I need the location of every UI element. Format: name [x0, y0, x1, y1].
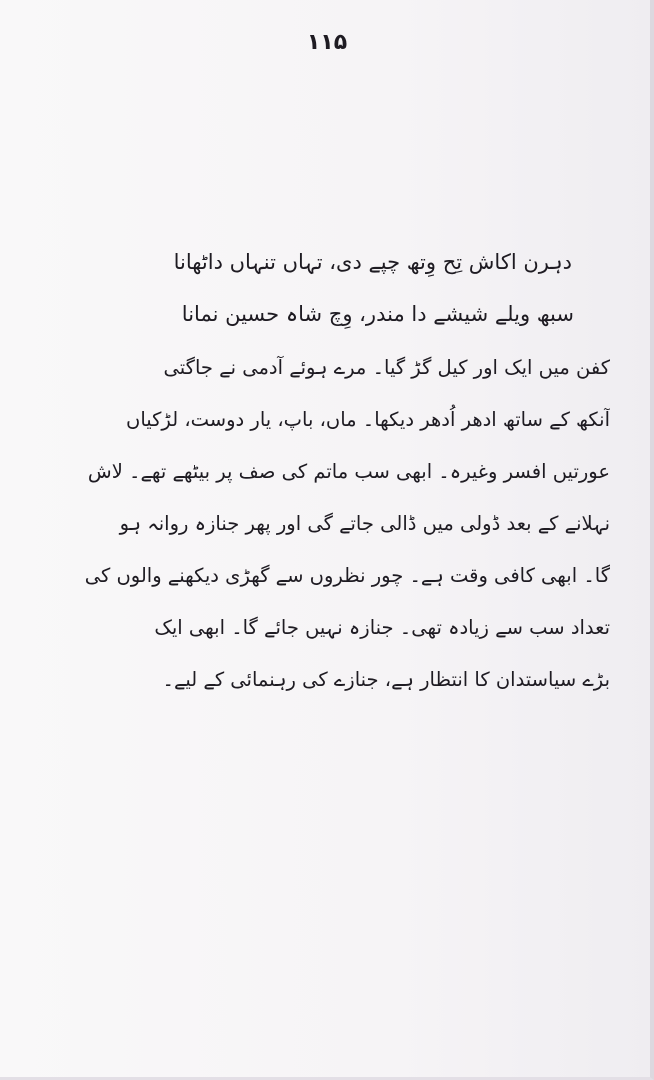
- prose-line-7: بڑے سیاستدان کا انتظار ہے، جنازے کی رہنمائی کے لیے۔: [162, 668, 610, 691]
- page-number: ۱۱۵: [306, 30, 348, 55]
- poem-line-2: سبھ ویلے شیشے دا مندر، وِچ شاہ حسین نمانا: [181, 302, 574, 326]
- prose-paragraph: [30, 348, 610, 712]
- prose-line-3: عورتیں افسر وغیرہ۔ ابھی سب ماتم کی صف پر بیٹھے تھے۔ لاش: [87, 460, 610, 483]
- prose-line-5: گا۔ ابھی کافی وقت ہے۔ چور نظروں سے گھڑی دیکھنے والوں کی: [84, 564, 610, 587]
- prose-line-6: تعداد سب سے زیادہ تھی۔ جنازہ نہیں جائے گا۔ ابھی ایک: [154, 616, 610, 639]
- prose-line-4: نہلانے کے بعد ڈولی میں ڈالی جاتے گی اور پھر جنازہ روانہ ہو: [119, 512, 610, 535]
- poem-line-1: دہرن اکاش تِح وِتھ چپے دی، تہاں تنہاں داٹھانا: [173, 250, 572, 274]
- prose-line-1: کفن میں ایک اور کیل گڑ گیا۔ مرے ہوئے آدمی نے جاگتی: [163, 356, 610, 379]
- prose-line-2: آنکھ کے ساتھ ادھر اُدھر دیکھا۔ ماں، باپ، یار دوست، لڑکیاں: [126, 408, 610, 431]
